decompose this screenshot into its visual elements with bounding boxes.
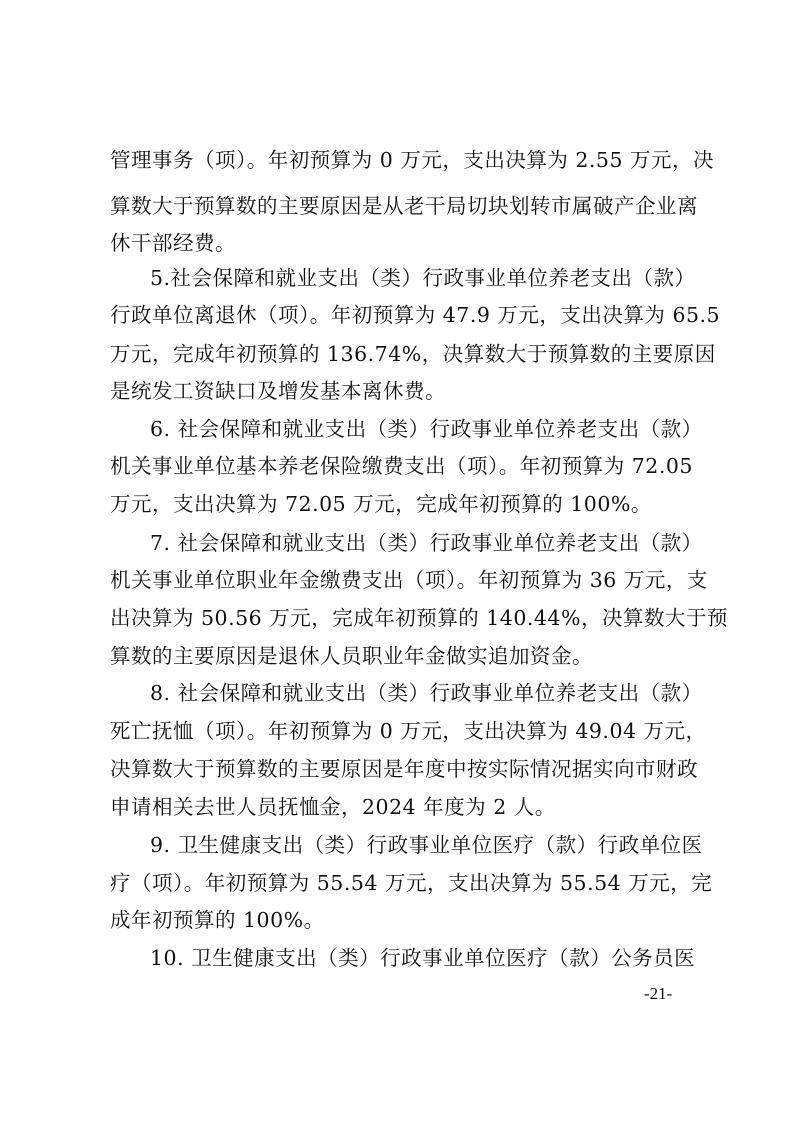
text-line: 决算数大于预算数的主要原因是年度中按实际情况据实向市财政 xyxy=(110,757,698,781)
paragraph-first-line: 7. 社会保障和就业支出（类）行政事业单位养老支出（款） xyxy=(150,531,703,555)
text-line: 出决算为 50.56 万元，完成年初预算的 140.44%，决算数大于预 xyxy=(110,606,728,630)
paragraph-first-line: 6. 社会保障和就业支出（类）行政事业单位养老支出（款） xyxy=(150,417,703,441)
page-number: -21- xyxy=(644,984,673,1003)
text-line: 万元，完成年初预算的 136.74%，决算数大于预算数的主要原因 xyxy=(110,342,716,366)
text-line: 死亡抚恤（项）。年初预算为 0 万元，支出决算为 49.04 万元， xyxy=(110,719,707,743)
text-line: 成年初预算的 100%。 xyxy=(110,908,325,932)
text-line: 算数的主要原因是退休人员职业年金做实追加资金。 xyxy=(110,644,593,668)
text-line: 疗（项）。年初预算为 55.54 万元，支出决算为 55.54 万元，完 xyxy=(110,871,713,895)
paragraph-first-line: 5.社会保障和就业支出（类）行政事业单位养老支出（款） xyxy=(150,266,696,290)
text-line: 申请相关去世人员抚恤金，2024 年度为 2 人。 xyxy=(110,795,556,819)
paragraph-first-line: 10. 卫生健康支出（类）行政事业单位医疗（款）公务员医 xyxy=(150,946,696,970)
text-line: 机关事业单位职业年金缴费支出（项）。年初预算为 36 万元，支 xyxy=(110,568,708,592)
paragraph-first-line: 9. 卫生健康支出（类）行政事业单位医疗（款）行政单位医 xyxy=(150,833,703,857)
text-line: 是统发工资缺口及增发基本离休费。 xyxy=(110,379,446,403)
text-line: 万元，支出决算为 72.05 万元，完成年初预算的 100%。 xyxy=(110,492,652,516)
text-line: 机关事业单位基本养老保险缴费支出（项）。年初预算为 72.05 xyxy=(110,454,693,478)
text-line: 休干部经费。 xyxy=(110,231,236,255)
paragraph-first-line: 8. 社会保障和就业支出（类）行政事业单位养老支出（款） xyxy=(150,681,703,705)
text-line: 行政单位离退休（项）。年初预算为 47.9 万元，支出决算为 65.5 xyxy=(110,303,721,327)
text-line: 管理事务（项）。年初预算为 0 万元，支出决算为 2.55 万元，决 xyxy=(110,148,715,172)
text-line: 算数大于预算数的主要原因是从老干局切块划转市属破产企业离 xyxy=(110,194,698,218)
